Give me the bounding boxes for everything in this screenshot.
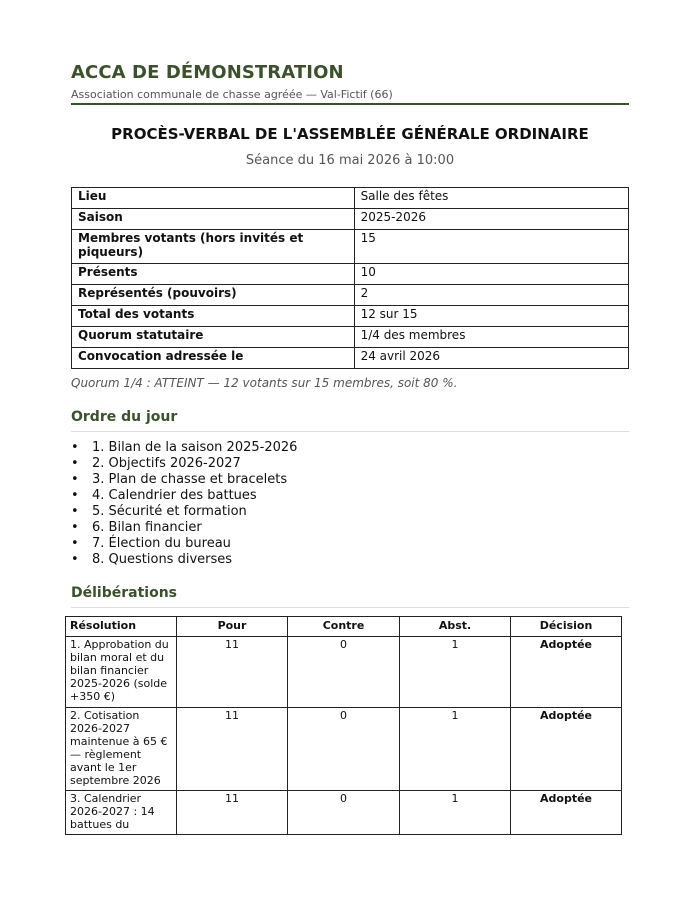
organization-subtitle: Association communale de chasse agréée — Val-Fictif (66) [71, 88, 393, 101]
deliberations-table [65, 616, 622, 835]
agenda-item [71, 552, 297, 568]
info-label: Représentés (pouvoirs) [72, 285, 355, 306]
column-header-pour: Pour [177, 617, 288, 637]
info-label: Quorum statutaire [72, 327, 355, 348]
info-row [72, 209, 629, 230]
decision-cell: Adoptée [511, 708, 622, 791]
agenda-item [71, 536, 297, 552]
agenda-heading: Ordre du jour [71, 409, 178, 425]
agenda-item-label: 2. Objectifs 2026-2027 [92, 456, 241, 471]
info-label: Total des votants [72, 306, 355, 327]
column-header-abstention: Abst. [400, 617, 511, 637]
decision-cell: Adoptée [511, 791, 622, 835]
agenda-item [71, 472, 297, 488]
meeting-info-table [71, 187, 629, 369]
info-row [72, 327, 629, 348]
votes-contre-cell: 0 [288, 637, 400, 708]
info-value: Salle des fêtes [354, 188, 628, 209]
resolution-cell: 1. Approbation du bilan moral et du bilan financier 2025-2026 (solde +350 €) [66, 637, 177, 708]
quorum-note: Quorum 1/4 : ATTEINT — 12 votants sur 15 membres, soit 80 %. [71, 376, 458, 390]
column-header-decision: Décision [511, 617, 622, 637]
votes-contre-cell: 0 [288, 708, 400, 791]
document-title: PROCÈS-VERBAL DE L'ASSEMBLÉE GÉNÉRALE ORDINAIRE [111, 125, 589, 143]
table-row [66, 791, 622, 835]
deliberations-heading: Délibérations [71, 585, 177, 601]
bullet-icon: • [71, 472, 79, 487]
deliberations-header-row [66, 617, 622, 637]
table-row [66, 708, 622, 791]
agenda-item-label: 1. Bilan de la saison 2025-2026 [92, 440, 298, 455]
info-label: Membres votants (hors invités et piqueurs) [72, 230, 355, 264]
info-label: Saison [72, 209, 355, 230]
info-row [72, 348, 629, 369]
bullet-icon: • [71, 440, 79, 455]
organization-name: ACCA DE DÉMONSTRATION [71, 62, 344, 83]
info-row [72, 285, 629, 306]
info-value: 1/4 des membres [354, 327, 628, 348]
votes-pour-cell: 11 [177, 637, 288, 708]
resolution-cell: 2. Cotisation 2026-2027 maintenue à 65 € — règlement avant le 1er septembre 2026 [66, 708, 177, 791]
agenda-item-label: 5. Sécurité et formation [92, 504, 247, 519]
info-label: Présents [72, 264, 355, 285]
session-date: Séance du 16 mai 2026 à 10:00 [245, 153, 455, 168]
info-label: Convocation adressée le [72, 348, 355, 369]
info-value: 15 [354, 230, 628, 264]
agenda-list [71, 440, 297, 568]
votes-abstention-cell: 1 [400, 637, 511, 708]
decision-cell: Adoptée [511, 637, 622, 708]
agenda-item-label: 7. Élection du bureau [92, 536, 231, 551]
agenda-item [71, 488, 297, 504]
info-row [72, 188, 629, 209]
bullet-icon: • [71, 520, 79, 535]
deliberations-divider [71, 607, 629, 608]
agenda-item [71, 456, 297, 472]
info-value: 10 [354, 264, 628, 285]
info-row [72, 264, 629, 285]
info-value: 24 avril 2026 [354, 348, 628, 369]
agenda-item-label: 4. Calendrier des battues [92, 488, 257, 503]
votes-pour-cell: 11 [177, 708, 288, 791]
column-header-contre: Contre [288, 617, 400, 637]
bullet-icon: • [71, 552, 79, 567]
bullet-icon: • [71, 488, 79, 503]
table-row [66, 637, 622, 708]
agenda-item [71, 504, 297, 520]
info-label: Lieu [72, 188, 355, 209]
bullet-icon: • [71, 536, 79, 551]
agenda-item-label: 8. Questions diverses [92, 552, 233, 567]
votes-abstention-cell: 1 [400, 708, 511, 791]
votes-pour-cell: 11 [177, 791, 288, 835]
info-row [72, 230, 629, 264]
bullet-icon: • [71, 456, 79, 471]
agenda-item-label: 3. Plan de chasse et bracelets [92, 472, 288, 487]
agenda-divider [71, 431, 629, 432]
votes-abstention-cell: 1 [400, 791, 511, 835]
info-value: 12 sur 15 [354, 306, 628, 327]
resolution-cell: 3. Calendrier 2026-2027 : 14 battues du [66, 791, 177, 835]
agenda-item [71, 520, 297, 536]
info-value: 2025-2026 [354, 209, 628, 230]
agenda-item-label: 6. Bilan financier [92, 520, 202, 535]
info-row [72, 306, 629, 327]
agenda-item [71, 440, 297, 456]
info-value: 2 [354, 285, 628, 306]
votes-contre-cell: 0 [288, 791, 400, 835]
bullet-icon: • [71, 504, 79, 519]
column-header-resolution: Résolution [66, 617, 177, 637]
header-divider [71, 103, 629, 105]
